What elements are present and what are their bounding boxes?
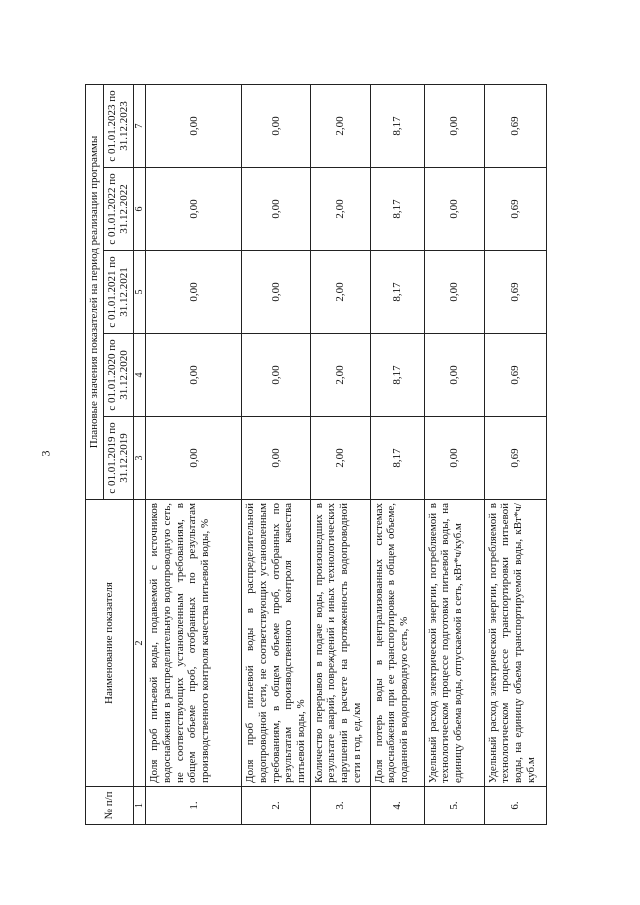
- row-number: 3.: [310, 787, 370, 825]
- column-number: 3: [133, 417, 146, 500]
- indicator-name: Удельный расход электрической энергии, потребляемой в технологическом процессе транспортировки питьевой воды, на единицу объема транспортируемой воды, кВт*ч/куб.м: [484, 500, 546, 787]
- indicator-value: 0,00: [146, 417, 242, 500]
- indicator-name: Удельный расход электрической энергии, потребляемой в технологическом процессе подготовки питьевой воды, на единицу объема воды, отпускаемой в сеть, кВт*ч/куб.м: [424, 500, 484, 787]
- indicator-value: 0,00: [146, 168, 242, 251]
- indicator-value: 0,69: [484, 168, 546, 251]
- indicator-value: 8,17: [370, 168, 424, 251]
- header-period: с 01.01.2021 по 31.12.2021: [103, 251, 133, 334]
- table-row: [484, 84, 546, 824]
- header-period: с 01.01.2020 по 31.12.2020: [103, 334, 133, 417]
- indicator-value: 0,00: [424, 84, 484, 167]
- table-row: [242, 84, 310, 824]
- indicator-value: 0,00: [424, 417, 484, 500]
- indicator-value: 0,00: [146, 84, 242, 167]
- indicator-value: 2,00: [310, 334, 370, 417]
- row-number: 1.: [146, 787, 242, 825]
- row-number: 5.: [424, 787, 484, 825]
- column-number: 2: [133, 500, 146, 787]
- table-row: [370, 84, 424, 824]
- table-row: [310, 84, 370, 824]
- indicator-name: Количество перерывов в подаче воды, произошедших в результате аварий, повреждений и иных технологических нарушений в расчете на протяженность водопроводной сети в год, ед./км: [310, 500, 370, 787]
- indicator-value: 0,00: [242, 251, 310, 334]
- indicator-value: 0,69: [484, 251, 546, 334]
- indicator-value: 0,69: [484, 417, 546, 500]
- indicator-value: 0,00: [146, 334, 242, 417]
- indicator-value: 0,00: [424, 168, 484, 251]
- header-period: с 01.01.2019 по 31.12.2019: [103, 417, 133, 500]
- indicator-value: 0,00: [242, 168, 310, 251]
- indicator-value: 0,00: [146, 251, 242, 334]
- indicator-value: 0,69: [484, 334, 546, 417]
- header-period: с 01.01.2023 по 31.12.2023: [103, 84, 133, 167]
- column-number: 6: [133, 168, 146, 251]
- indicator-value: 2,00: [310, 417, 370, 500]
- column-number-row: [133, 84, 146, 824]
- column-number: 5: [133, 251, 146, 334]
- indicator-value: 0,00: [242, 417, 310, 500]
- row-number: 2.: [242, 787, 310, 825]
- indicator-value: 2,00: [310, 84, 370, 167]
- header-period: с 01.01.2022 по 31.12.2022: [103, 168, 133, 251]
- rotated-table-container: [85, 85, 541, 825]
- indicator-name: Доля проб питьевой воды, подаваемой с источников водоснабжения в распределительную водопроводную сеть, не соответствующих установленным требованиям, в общем объеме проб, отобранных по результатам производственного контроля качества питьевой воды, %: [146, 500, 242, 787]
- table-row: [146, 84, 242, 824]
- indicator-value: 8,17: [370, 84, 424, 167]
- indicator-value: 0,00: [242, 334, 310, 417]
- header-num: № п/п: [86, 787, 134, 825]
- table-row: [424, 84, 484, 824]
- indicator-value: 2,00: [310, 251, 370, 334]
- page-number: 3: [38, 450, 53, 457]
- indicator-value: 8,17: [370, 251, 424, 334]
- indicator-name: Доля проб питьевой воды в распределительной водопроводной сети, не соответствующих установленным требованиям, в общем объеме проб, отобранных по результатам производственного контроля качества питьевой воды, %: [242, 500, 310, 787]
- column-number: 1: [133, 787, 146, 825]
- row-number: 4.: [370, 787, 424, 825]
- indicator-name: Доля потерь воды в централизованных системах водоснабжения при ее транспортировке в общем объеме, поданной в водопроводную сеть, %: [370, 500, 424, 787]
- row-number: 6.: [484, 787, 546, 825]
- indicator-value: 8,17: [370, 417, 424, 500]
- indicator-value: 0,00: [242, 84, 310, 167]
- column-number: 7: [133, 84, 146, 167]
- column-number: 4: [133, 334, 146, 417]
- indicator-value: 0,69: [484, 84, 546, 167]
- indicators-table: [85, 84, 547, 825]
- indicator-value: 8,17: [370, 334, 424, 417]
- indicator-value: 2,00: [310, 168, 370, 251]
- header-row-1: [86, 84, 104, 824]
- header-name: Наименование показателя: [86, 500, 134, 787]
- indicator-value: 0,00: [424, 251, 484, 334]
- indicator-value: 0,00: [424, 334, 484, 417]
- header-group: Плановые значения показателей на период реализации программы: [86, 84, 104, 499]
